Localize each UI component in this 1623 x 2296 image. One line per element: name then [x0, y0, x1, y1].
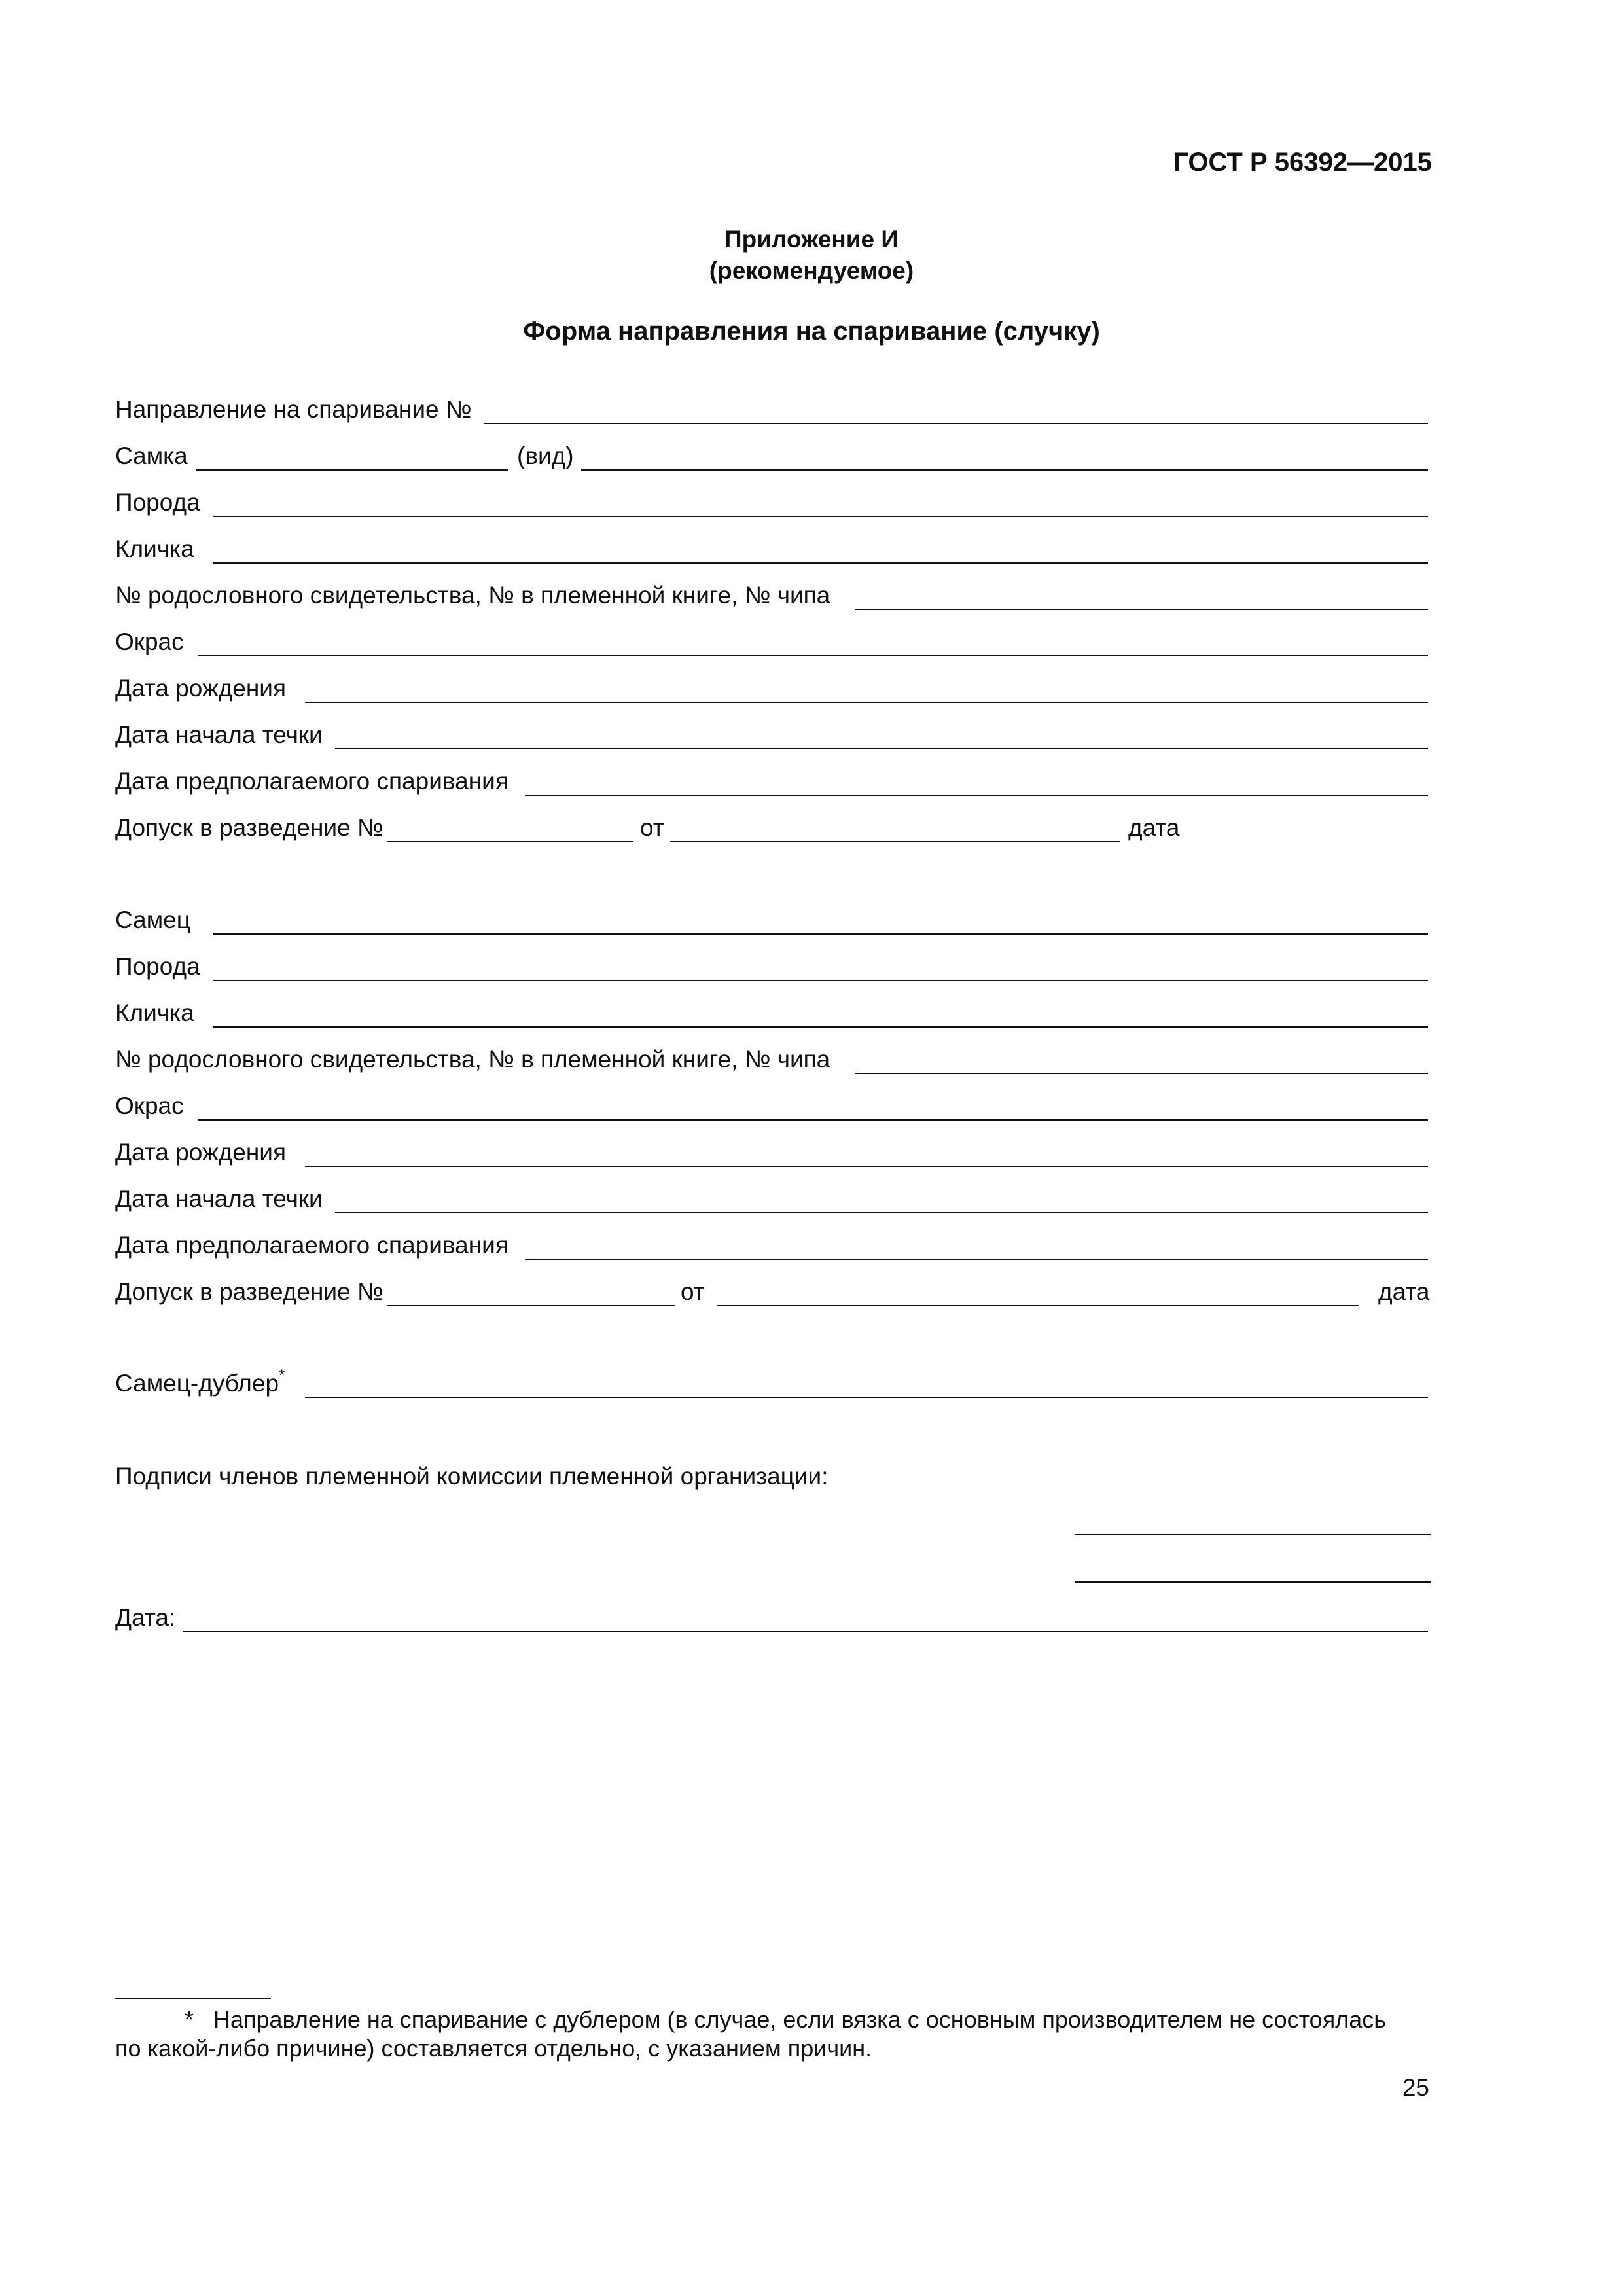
female-heat-start-field[interactable]: [335, 748, 1428, 749]
female-admission-label: Допуск в разведение №: [115, 814, 383, 841]
backup-male-label: Самец-дублер*: [115, 1366, 285, 1397]
female-planned-mating-label: Дата предполагаемого спаривания: [115, 768, 508, 795]
female-date-label: дата: [1128, 814, 1180, 841]
footnote-separator: [115, 1998, 271, 1999]
male-admission-number-field[interactable]: [387, 1305, 675, 1306]
female-admission-number-field[interactable]: [387, 841, 633, 842]
female-field[interactable]: [196, 469, 508, 471]
signatures-label: Подписи членов племенной комиссии племенной организации:: [115, 1463, 829, 1490]
male-birth-date-field[interactable]: [305, 1166, 1428, 1167]
form-title: Форма направления на спаривание (случку): [523, 317, 1100, 346]
signature-line-2[interactable]: [1075, 1581, 1431, 1583]
male-heat-start-field[interactable]: [335, 1212, 1428, 1213]
female-pedigree-field[interactable]: [855, 609, 1428, 610]
female-nickname-field[interactable]: [213, 562, 1428, 564]
species-label: (вид): [517, 442, 574, 469]
male-admission-label: Допуск в разведение №: [115, 1278, 383, 1305]
footnote-line-2: по какой-либо причине) составляется отдельно, с указанием причин.: [115, 2035, 872, 2062]
female-pedigree-label: № родословного свидетельства, № в племенной книге, № чипа: [115, 582, 830, 609]
female-label: Самка: [115, 442, 188, 469]
male-breed-field[interactable]: [213, 980, 1428, 981]
male-color-field[interactable]: [198, 1119, 1428, 1121]
referral-number-label: Направление на спаривание №: [115, 396, 472, 423]
page-number: 25: [1402, 2074, 1429, 2101]
female-breed-field[interactable]: [213, 516, 1428, 517]
male-admission-from-field[interactable]: [717, 1305, 1359, 1306]
male-nickname-field[interactable]: [213, 1026, 1428, 1028]
female-color-field[interactable]: [198, 655, 1428, 656]
male-heat-start-label: Дата начала течки: [115, 1185, 323, 1212]
species-field[interactable]: [581, 469, 1428, 471]
female-from-label: от: [640, 814, 664, 841]
male-planned-mating-label: Дата предполагаемого спаривания: [115, 1232, 508, 1259]
document-code: ГОСТ Р 56392—2015: [1173, 148, 1432, 177]
male-birth-date-label: Дата рождения: [115, 1139, 287, 1166]
appendix-status: (рекомендуемое): [709, 257, 914, 284]
male-color-label: Окрас: [115, 1092, 184, 1119]
male-from-label: от: [681, 1278, 705, 1305]
female-birth-date-field[interactable]: [305, 702, 1428, 703]
female-planned-mating-field[interactable]: [525, 795, 1428, 796]
date-field[interactable]: [183, 1631, 1428, 1632]
footnote-line-1: Направление на спаривание с дублером (в случае, если вязка с основным производителем не состоялась: [213, 2006, 1386, 2033]
female-breed-label: Порода: [115, 489, 200, 516]
female-birth-date-label: Дата рождения: [115, 675, 287, 702]
male-pedigree-label: № родословного свидетельства, № в племенной книге, № чипа: [115, 1046, 830, 1073]
date-label: Дата:: [115, 1604, 176, 1631]
male-nickname-label: Кличка: [115, 999, 194, 1026]
appendix-title: Приложение И: [724, 226, 899, 253]
footnote-mark: *: [185, 2006, 194, 2033]
footnote-reference: *: [279, 1366, 285, 1384]
male-breed-label: Порода: [115, 953, 200, 980]
male-label: Самец: [115, 906, 190, 933]
male-pedigree-field[interactable]: [855, 1073, 1428, 1074]
signature-line-1[interactable]: [1075, 1534, 1431, 1535]
backup-male-field[interactable]: [305, 1397, 1428, 1398]
male-field[interactable]: [213, 933, 1428, 935]
female-nickname-label: Кличка: [115, 535, 194, 562]
female-color-label: Окрас: [115, 628, 184, 655]
female-heat-start-label: Дата начала течки: [115, 721, 323, 748]
male-planned-mating-field[interactable]: [525, 1259, 1428, 1260]
male-date-label: дата: [1378, 1278, 1430, 1305]
referral-number-field[interactable]: [484, 423, 1428, 424]
female-admission-from-field[interactable]: [670, 841, 1120, 842]
